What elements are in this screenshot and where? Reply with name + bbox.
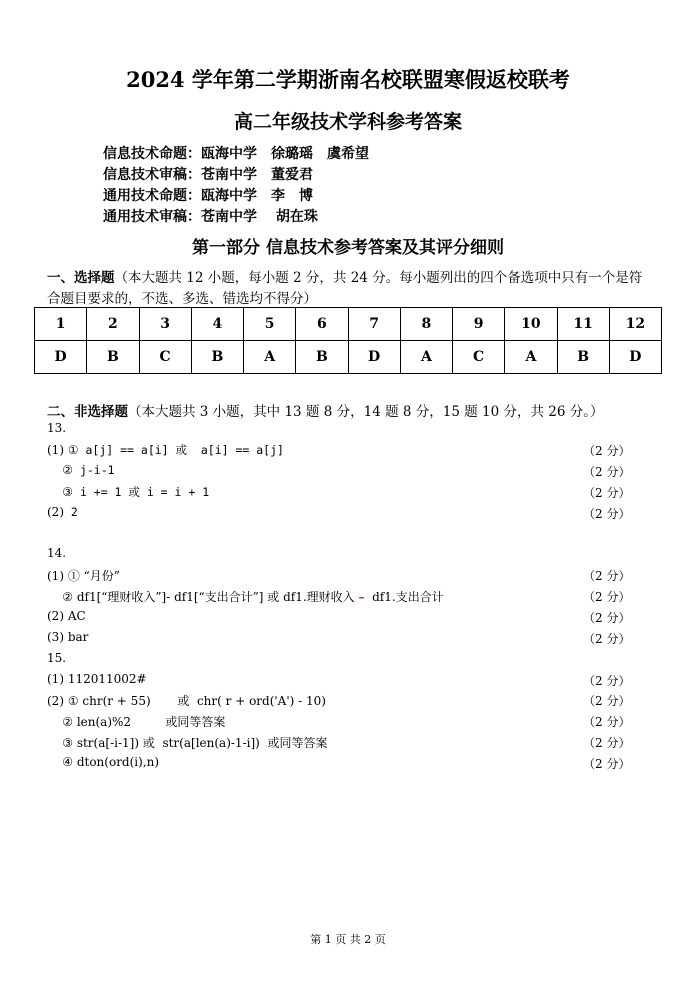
q14-number: 14. (47, 546, 67, 560)
answer-cell: B (296, 341, 348, 374)
answer-cell: D (35, 341, 87, 374)
q14-answer-2: ② df1[“理财收入”]- df1[“支出合计”] 或 df1.理财收入 – df1.支出合计 (47, 590, 444, 604)
answer-cell: C (139, 341, 191, 374)
q14-answer-4: (3) bar (47, 630, 89, 644)
q14-answer-1: (1) ① “月份” (47, 569, 120, 583)
score: （2 分） (583, 569, 631, 583)
q15-answer-5: ④ dton(ord(i),n) (47, 755, 160, 769)
question-number: 9 (453, 308, 505, 341)
section1-label: 一、选择题 (47, 270, 115, 286)
question-number: 8 (400, 308, 452, 341)
q13-answer-4: (2) 2 (47, 505, 78, 519)
score: （2 分） (583, 674, 631, 688)
score: （2 分） (583, 465, 631, 479)
q13-number: 13. (47, 421, 67, 435)
answer-cell: A (400, 341, 452, 374)
question-number: 4 (191, 308, 243, 341)
score: （2 分） (583, 715, 631, 729)
q13-answer-2: ② j-i-1 (47, 463, 115, 477)
score: （2 分） (583, 507, 631, 521)
credit-line: 通用技术命题：瓯海中学 李 博 (103, 188, 313, 204)
section2-intro (47, 400, 604, 420)
section2-desc: （本大题共 3 小题，其中 13 题 8 分，14 题 8 分，15 题 10 分，共 26 分。） (128, 404, 604, 420)
answer-cell: B (557, 341, 609, 374)
answer-row (35, 341, 662, 374)
question-number: 10 (505, 308, 557, 341)
question-number: 6 (296, 308, 348, 341)
page-footer: 第 1 页 共 2 页 (310, 933, 386, 946)
section1-desc-cont: 合题目要求的，不选、多选、错选均不得分） (47, 291, 317, 307)
score: （2 分） (583, 486, 631, 500)
question-number: 7 (348, 308, 400, 341)
section1-intro (47, 266, 642, 286)
answer-cell: B (87, 341, 139, 374)
q15-answer-1: (1) 112011002# (47, 672, 147, 686)
score: （2 分） (583, 757, 631, 771)
exam-subtitle: 高二年级技术学科参考答案 (233, 111, 462, 133)
score: （2 分） (583, 444, 631, 458)
exam-title: 2024 学年第二学期浙南名校联盟寒假返校联考 (126, 67, 570, 92)
question-number: 5 (244, 308, 296, 341)
answer-table (34, 307, 662, 374)
question-number-row (35, 308, 662, 341)
q15-answer-4: ③ str(a[-i-1]) 或 str(a[len(a)-1-i]) 或同等答案 (47, 736, 328, 750)
red-minus: – (358, 590, 365, 604)
section2-label: 二、非选择题 (47, 404, 128, 420)
q15-number: 15. (47, 651, 67, 665)
score: （2 分） (583, 736, 631, 750)
q14-answer-3: (2) AC (47, 609, 86, 623)
question-number: 3 (139, 308, 191, 341)
credit-line: 信息技术审稿：苍南中学 董爱君 (103, 167, 313, 183)
credit-line: 信息技术命题：瓯海中学 徐璐瑶 虞希望 (103, 146, 369, 162)
question-number: 11 (557, 308, 609, 341)
section1-desc: （本大题共 12 小题，每小题 2 分，共 24 分。每小题列出的四个备选项中只有一个是符 (114, 270, 643, 286)
q15-answer-2: (2) ① chr(r + 55) 或 chr( r + ord('A') - 10) (47, 694, 326, 708)
credit-line: 通用技术审稿：苍南中学 胡在珠 (103, 209, 318, 225)
q15-answer-3: ② len(a)%2 或同等答案 (47, 715, 226, 729)
answer-cell: D (348, 341, 400, 374)
score: （2 分） (583, 694, 631, 708)
score: （2 分） (583, 632, 631, 646)
score: （2 分） (583, 611, 631, 625)
answer-cell: C (453, 341, 505, 374)
score: （2 分） (583, 590, 631, 604)
question-number: 12 (609, 308, 661, 341)
question-number: 1 (35, 308, 87, 341)
q13-answer-1: (1) ① a[j] == a[i] 或 a[i] == a[j] (47, 443, 284, 457)
answer-cell: D (609, 341, 661, 374)
q13-answer-3: ③ i += 1 或 i = i + 1 (47, 485, 210, 499)
part1-heading: 第一部分 信息技术参考答案及其评分细则 (192, 238, 504, 258)
answer-cell: A (244, 341, 296, 374)
question-number: 2 (87, 308, 139, 341)
answer-cell: A (505, 341, 557, 374)
answer-cell: B (191, 341, 243, 374)
